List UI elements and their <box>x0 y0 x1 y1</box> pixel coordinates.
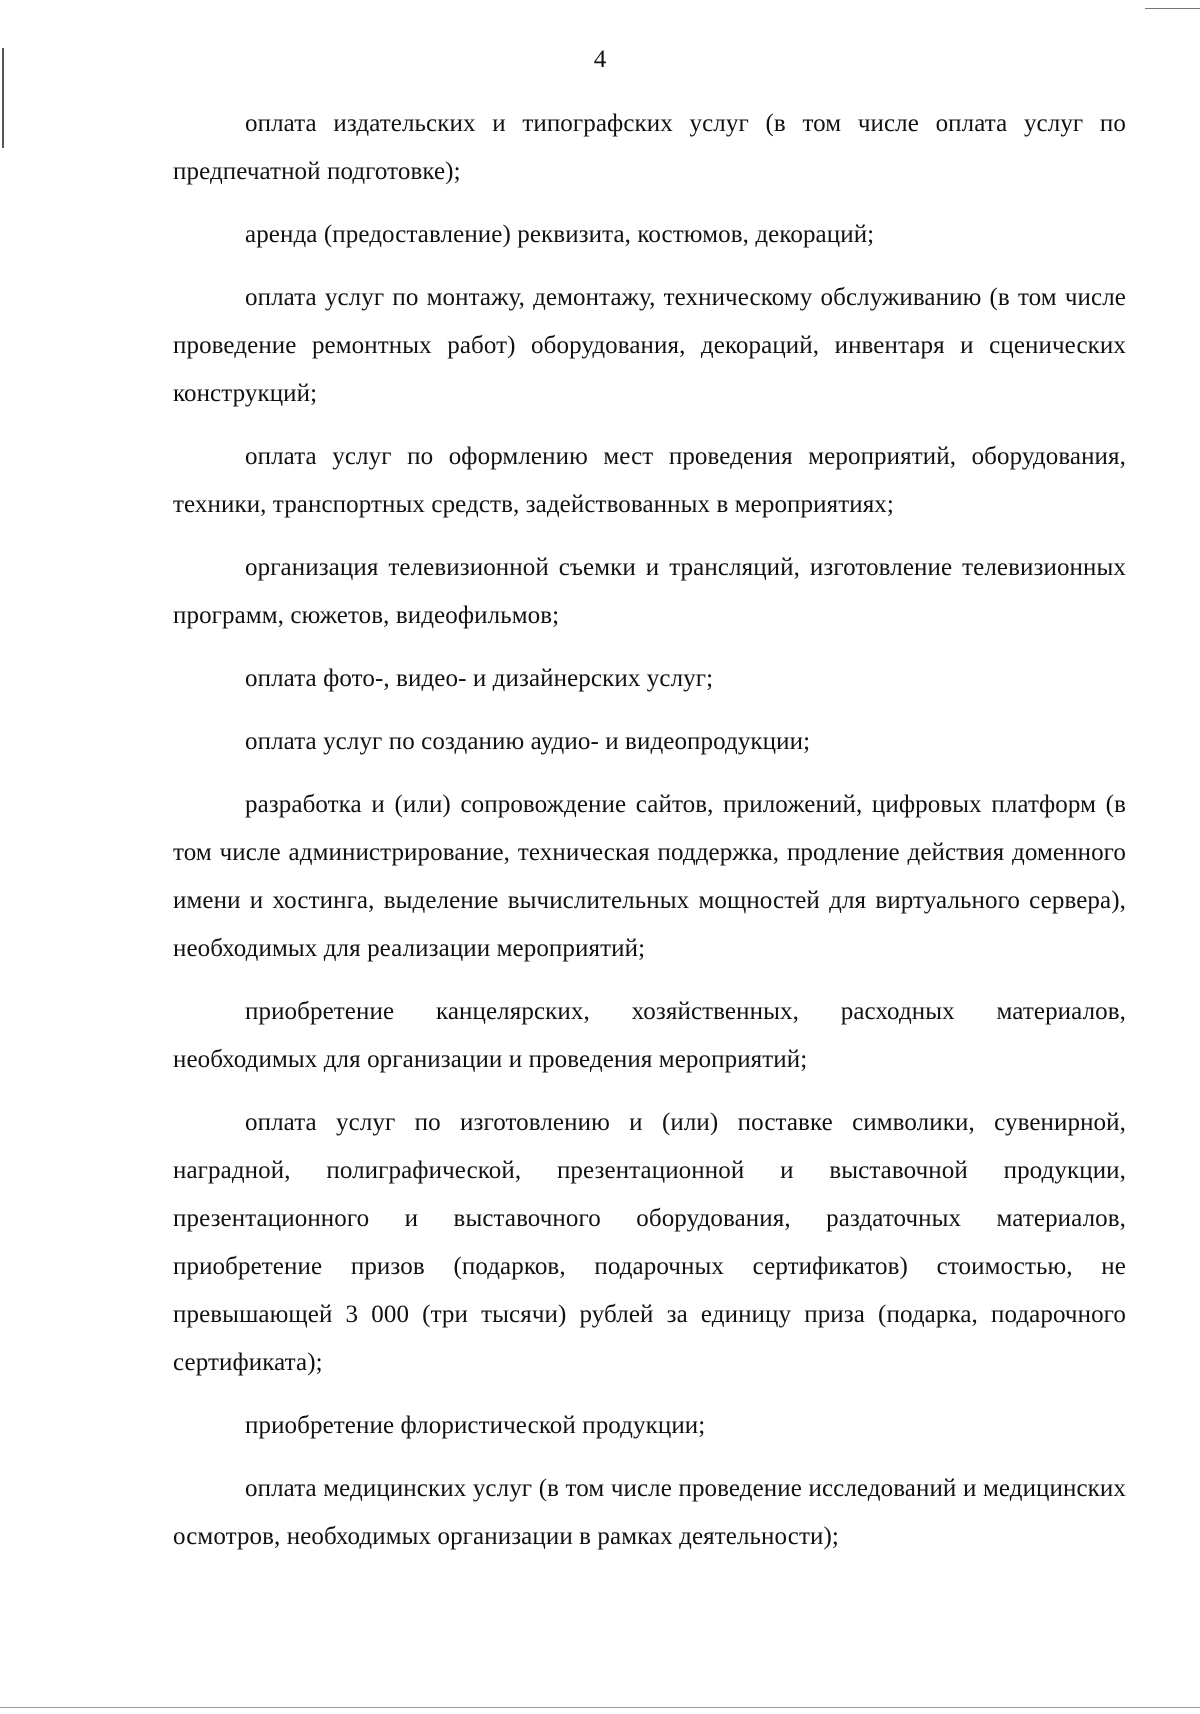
paragraph-venue-decoration: оплата услуг по оформлению мест проведения мероприятий, оборудования, техники, транспортных средств, задействованных в мероприятиях; <box>173 443 1126 518</box>
paragraph-installation-services: оплата услуг по монтажу, демонтажу, техническому обслуживанию (в том числе проведение ремонтных работ) оборудования, декораций, инвентаря и сценических конструкций; <box>173 284 1126 407</box>
paragraph-office-supplies: приобретение канцелярских, хозяйственных, расходных материалов, необходимых для организации и проведения мероприятий; <box>173 998 1126 1073</box>
paragraph-tv-production: организация телевизионной съемки и трансляций, изготовление телевизионных программ, сюжетов, видеофильмов; <box>173 554 1126 629</box>
page-number: 4 <box>593 46 607 73</box>
paragraph-websites-apps: разработка и (или) сопровождение сайтов, приложений, цифровых платформ (в том числе администрирование, техническая поддержка, продление действия доменного имени и хостинга, выделение вычислительных мощностей для виртуального сервера), необходимых для реализации мероприятий; <box>173 791 1126 962</box>
document-body <box>173 100 1126 1576</box>
scan-artifact-top-line <box>1145 8 1200 9</box>
paragraph-medical-services: оплата медицинских услуг (в том числе проведение исследований и медицинских осмотров, необходимых организации в рамках деятельности); <box>173 1475 1126 1550</box>
scan-artifact-bottom-edge <box>0 1707 1200 1708</box>
paragraph-souvenirs-prizes: оплата услуг по изготовлению и (или) поставке символики, сувенирной, наградной, полиграфической, презентационной и выставочной продукции, презентационного и выставочного оборудования, раздаточных материалов, приобретение призов (подарков, подарочных сертификатов) стоимостью, не превышающей 3 000 (три тысячи) рублей за единицу приза (подарка, подарочного сертификата); <box>173 1109 1126 1376</box>
paragraph-publishing-services: оплата издательских и типографских услуг (в том числе оплата услуг по предпечатной подготовке); <box>173 110 1126 185</box>
paragraph-props-rental: аренда (предоставление) реквизита, костюмов, декораций; <box>245 221 875 248</box>
paragraph-floral-products: приобретение флористической продукции; <box>245 1412 706 1439</box>
paragraph-audio-video-production: оплата услуг по созданию аудио- и видеопродукции; <box>245 728 811 755</box>
paragraph-photo-video-design: оплата фото-, видео- и дизайнерских услуг; <box>245 665 714 692</box>
